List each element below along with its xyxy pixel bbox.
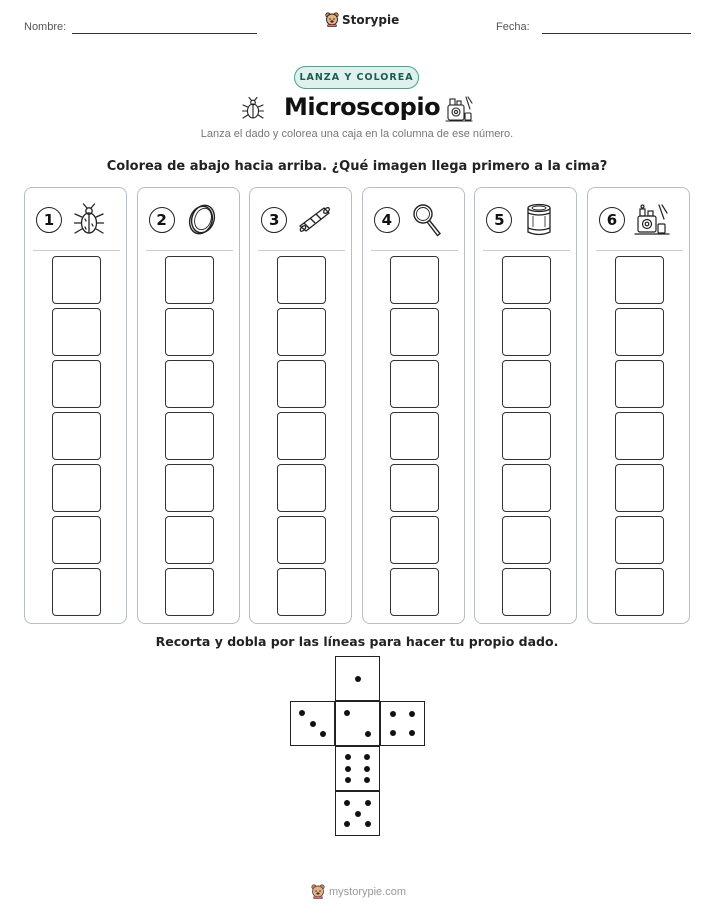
bear-icon [311,884,325,899]
color-box[interactable] [277,256,326,304]
column-divider [33,250,120,251]
column-divider [371,250,458,251]
worksheet-header [0,0,714,50]
color-box[interactable] [615,308,664,356]
color-box[interactable] [502,256,551,304]
column-number: 1 [36,207,62,233]
color-box[interactable] [277,308,326,356]
color-box[interactable] [277,464,326,512]
column-number: 5 [486,207,512,233]
color-box[interactable] [52,360,101,408]
color-box[interactable] [277,360,326,408]
footer-url[interactable]: mystorypie.com [329,885,407,898]
column-header [475,202,576,240]
color-box[interactable] [165,568,214,616]
column-3 [249,187,352,624]
column-number: 6 [599,207,625,233]
color-box[interactable] [615,568,664,616]
color-box[interactable] [390,412,439,460]
color-box[interactable] [502,360,551,408]
telescope-icon [296,202,332,238]
color-box[interactable] [390,568,439,616]
pip [344,800,350,806]
column-5 [474,187,577,624]
column-number: 3 [261,207,287,233]
brand-name: Storypie [342,12,400,27]
color-box[interactable] [277,412,326,460]
microscope-kit-icon [444,93,474,125]
color-box[interactable] [502,568,551,616]
color-box[interactable] [615,412,664,460]
beetle-icon [71,202,107,238]
column-4 [362,187,465,624]
pip [355,811,361,817]
microscope-kit-icon [634,202,670,238]
color-box[interactable] [52,568,101,616]
pip [364,777,370,783]
name-line [72,33,257,34]
pip [345,766,351,772]
die-face-3 [290,701,335,746]
die-face-2 [335,701,380,746]
date-line [542,33,691,34]
pip [390,711,396,717]
brand-logo [325,12,399,27]
color-box[interactable] [390,256,439,304]
specimen-jar-icon [521,202,557,238]
color-box[interactable] [165,412,214,460]
pip [299,710,305,716]
color-box[interactable] [52,464,101,512]
pip [390,730,396,736]
color-box[interactable] [52,516,101,564]
beetle-icon [240,96,266,122]
color-box[interactable] [277,516,326,564]
race-board [24,187,690,624]
color-box[interactable] [615,516,664,564]
pip [344,710,350,716]
column-header [25,202,126,240]
color-box[interactable] [165,256,214,304]
subtitle: Lanza el dado y colorea una caja en la columna de ese número. [200,128,514,140]
pip [365,821,371,827]
color-box[interactable] [165,308,214,356]
color-box[interactable] [502,412,551,460]
column-divider [258,250,345,251]
color-box[interactable] [615,256,664,304]
pip [365,731,371,737]
color-box[interactable] [390,464,439,512]
pip [345,754,351,760]
color-box[interactable] [502,308,551,356]
column-1 [24,187,127,624]
color-box[interactable] [165,464,214,512]
cut-instruction: Recorta y dobla por las líneas para hacer tu propio dado. [155,634,559,649]
bear-icon [325,12,339,27]
color-box[interactable] [615,360,664,408]
color-box[interactable] [390,516,439,564]
pip [364,766,370,772]
coin-icon [184,202,220,238]
activity-badge: LANZA Y COLOREA [294,66,419,89]
instruction: Colorea de abajo hacia arriba. ¿Qué imagen llega primero a la cima? [106,159,608,174]
column-header [138,202,239,240]
page-title: Microscopio [284,93,441,121]
column-header [250,202,351,240]
pip [409,730,415,736]
column-divider [483,250,570,251]
die-face-4 [380,701,425,746]
pip [355,676,361,682]
die-face-6 [335,746,380,791]
color-box[interactable] [277,568,326,616]
column-divider [596,250,683,251]
pip [365,800,371,806]
color-box[interactable] [165,360,214,408]
color-box[interactable] [390,308,439,356]
column-header [588,202,689,240]
dice-net[interactable] [290,656,425,836]
date-label: Fecha: [496,21,530,33]
color-box[interactable] [502,516,551,564]
color-box[interactable] [52,256,101,304]
magnifying-glass-icon [409,202,445,238]
color-box[interactable] [52,308,101,356]
pip [320,731,326,737]
pip [344,821,350,827]
color-box[interactable] [502,464,551,512]
die-face-1 [335,656,380,701]
title-row [240,92,480,126]
column-2 [137,187,240,624]
color-box[interactable] [165,516,214,564]
pip [364,754,370,760]
pip [345,777,351,783]
column-divider [146,250,233,251]
color-box[interactable] [615,464,664,512]
column-header [363,202,464,240]
color-box[interactable] [52,412,101,460]
die-face-5 [335,791,380,836]
pip [310,721,316,727]
footer [311,884,406,899]
column-6 [587,187,690,624]
color-box[interactable] [390,360,439,408]
column-number: 2 [149,207,175,233]
name-label: Nombre: [24,21,67,33]
column-number: 4 [374,207,400,233]
pip [409,711,415,717]
